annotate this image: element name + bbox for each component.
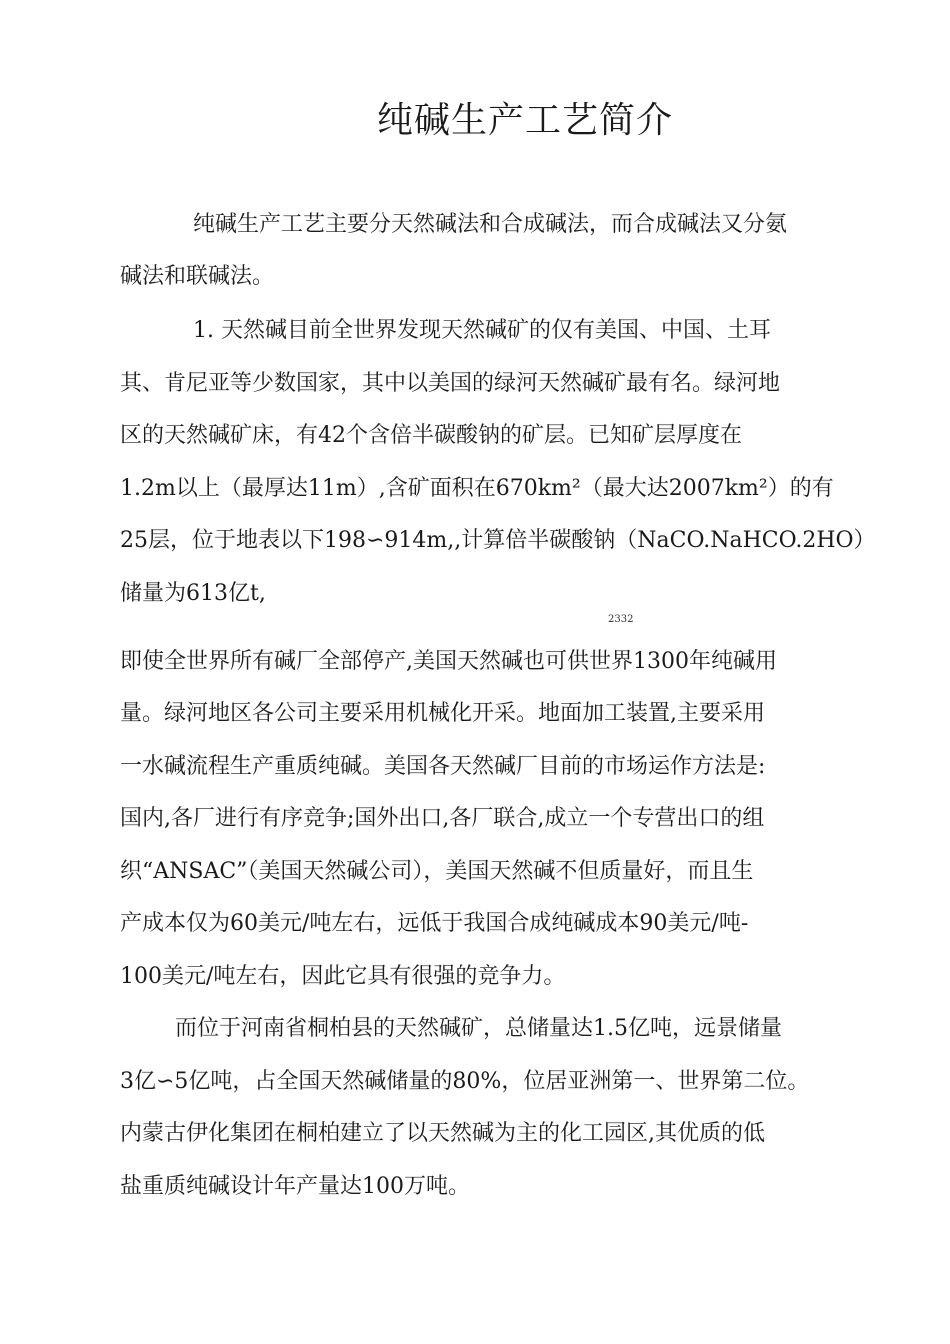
paragraph-line: 100美元/吨左右，因此它具有很强的竞争力。 — [120, 964, 566, 989]
paragraph-line: 织“ANSAC”（美国天然碱公司），美国天然碱不但质量好，而且生 — [120, 859, 754, 884]
paragraph-line: 内蒙古伊化集团在桐柏建立了以天然碱为主的化工园区,其优质的低 — [120, 1121, 765, 1146]
document-title: 纯碱生产工艺简介 — [376, 100, 673, 141]
paragraph-line: 1. 天然碱目前全世界发现天然碱矿的仅有美国、中国、土耳 — [193, 318, 771, 343]
paragraph-line: 25层，位于地表以下198∽914m,,计算倍半碳酸钠（NaCO.NaHCO.2HO） — [120, 528, 876, 553]
paragraph-line: 3亿∽5亿吨，占全国天然碱储量的80%，位居亚洲第一、世界第二位。 — [120, 1069, 810, 1094]
paragraph-line: 一水碱流程生产重质纯碱。美国各天然碱厂目前的市场运作方法是: — [120, 754, 766, 779]
paragraph-line: 盐重质纯碱设计年产量达100万吨。 — [120, 1174, 470, 1199]
paragraph-line: 储量为613亿t, — [120, 581, 266, 606]
paragraph-line: 纯碱生产工艺主要分天然碱法和合成碱法，而合成碱法又分氨 — [193, 212, 788, 237]
paragraph-line: 而位于河南省桐柏县的天然碱矿，总储量达1.5亿吨，远景储量 — [175, 1016, 782, 1041]
paragraph-line: 其、肯尼亚等少数国家，其中以美国的绿河天然碱矿最有名。绿河地 — [120, 371, 781, 396]
paragraph-line: 碱法和联碱法。 — [120, 264, 275, 289]
paragraph-line: 区的天然碱矿床，有42个含倍半碳酸钠的矿层。已知矿层厚度在 — [120, 423, 742, 448]
paragraph-line: 1.2m以上（最厚达11m）,含矿面积在670km²（最大达2007km²）的有 — [120, 476, 834, 501]
subscript-note: 2332 — [608, 614, 634, 625]
paragraph-line: 国内,各厂进行有序竞争;国外出口,各厂联合,成立一个专营出口的组 — [120, 806, 765, 831]
paragraph-line: 即使全世界所有碱厂全部停产,美国天然碱也可供世界1300年纯碱用 — [120, 649, 777, 674]
paragraph-line: 量。绿河地区各公司主要采用机械化开采。地面加工装置,主要采用 — [120, 701, 765, 726]
paragraph-line: 产成本仅为60美元/吨左右，远低于我国合成纯碱成本90美元/吨- — [120, 911, 749, 936]
